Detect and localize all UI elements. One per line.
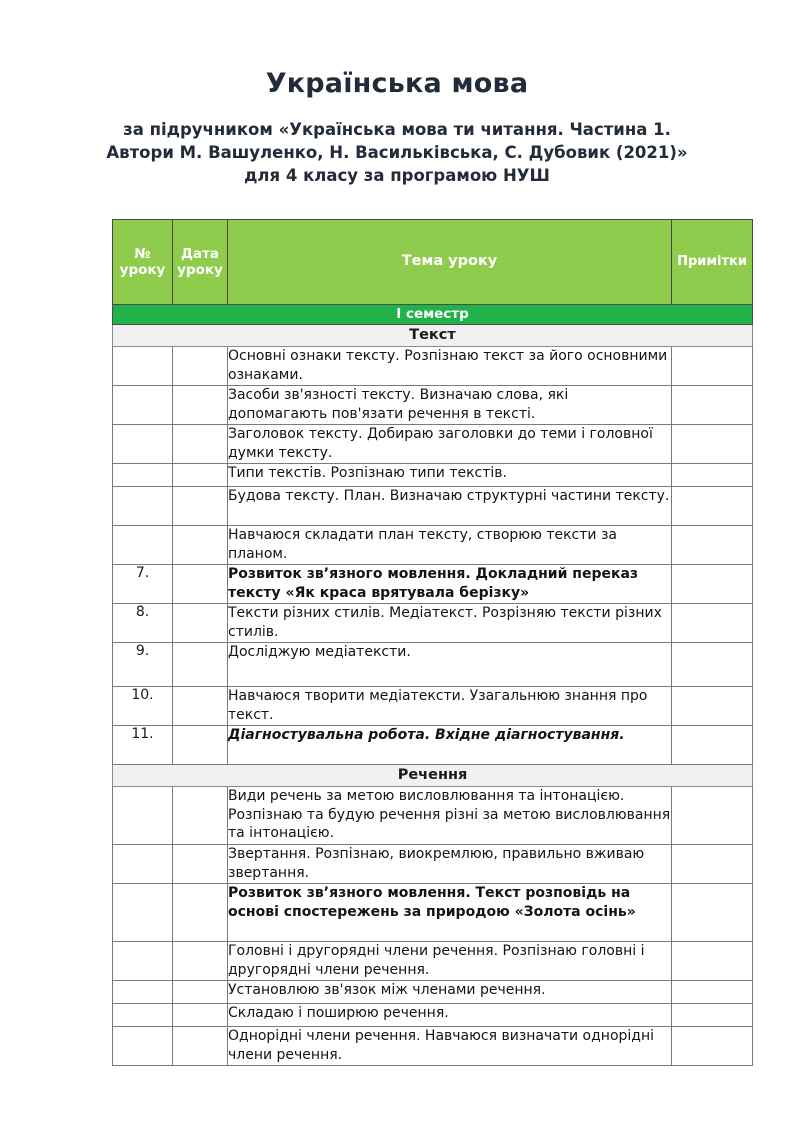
cell-lesson-date[interactable] — [173, 565, 228, 604]
cell-notes[interactable] — [672, 787, 753, 845]
cell-notes[interactable] — [672, 726, 753, 765]
cell-lesson-number[interactable] — [113, 942, 173, 981]
cell-lesson-date[interactable] — [173, 1027, 228, 1066]
cell-lesson-number[interactable] — [113, 526, 173, 565]
cell-lesson-topic[interactable]: Головні і другорядні члени речення. Розпізнаю головні і другорядні члени речення. — [228, 942, 672, 981]
cell-lesson-number[interactable]: 10. — [113, 687, 173, 726]
cell-lesson-number[interactable] — [113, 1027, 173, 1066]
cell-lesson-number[interactable] — [113, 347, 173, 386]
cell-notes[interactable] — [672, 526, 753, 565]
cell-lesson-date[interactable] — [173, 386, 228, 425]
cell-lesson-topic[interactable]: Заголовок тексту. Добираю заголовки до теми і головної думки тексту. — [228, 425, 672, 464]
table-row — [113, 425, 753, 464]
table-row — [113, 487, 753, 526]
table-row — [113, 726, 753, 765]
table-row — [113, 565, 753, 604]
cell-lesson-number[interactable] — [113, 464, 173, 487]
cell-lesson-date[interactable] — [173, 1004, 228, 1027]
lesson-plan-table — [112, 219, 753, 1066]
cell-lesson-number[interactable] — [113, 884, 173, 942]
cell-lesson-date[interactable] — [173, 464, 228, 487]
table-row — [113, 942, 753, 981]
section-band-row — [113, 765, 753, 787]
table-row — [113, 981, 753, 1004]
cell-lesson-topic[interactable]: Однорідні члени речення. Навчаюся визначати однорідні члени речення. — [228, 1027, 672, 1066]
cell-lesson-number[interactable] — [113, 386, 173, 425]
cell-lesson-number[interactable] — [113, 487, 173, 526]
table-row — [113, 604, 753, 643]
cell-lesson-topic[interactable]: Навчаюся творити медіатексти. Узагальнюю знання про текст. — [228, 687, 672, 726]
cell-lesson-number[interactable] — [113, 425, 173, 464]
cell-lesson-topic[interactable]: Розвиток зв’язного мовлення. Докладний переказ тексту «Як краса врятувала берізку» — [228, 565, 672, 604]
cell-lesson-number[interactable] — [113, 981, 173, 1004]
section-label: Текст — [113, 325, 753, 347]
cell-lesson-date[interactable] — [173, 687, 228, 726]
cell-lesson-topic[interactable]: Навчаюся складати план тексту, створюю тексти за планом. — [228, 526, 672, 565]
cell-lesson-date[interactable] — [173, 347, 228, 386]
cell-lesson-date[interactable] — [173, 942, 228, 981]
cell-notes[interactable] — [672, 942, 753, 981]
cell-lesson-number[interactable]: 8. — [113, 604, 173, 643]
cell-lesson-date[interactable] — [173, 604, 228, 643]
cell-lesson-number[interactable] — [113, 845, 173, 884]
table-header-row — [113, 220, 753, 305]
table-row — [113, 1027, 753, 1066]
cell-lesson-date[interactable] — [173, 884, 228, 942]
document-subtitle: за підручником «Українська мова ти читання. Частина 1. Автори М. Вашуленко, Н. Васильківська, С. Дубовик (2021)» для 4 класу за програмою НУШ — [106, 120, 688, 185]
table-row — [113, 464, 753, 487]
cell-notes[interactable] — [672, 981, 753, 1004]
cell-lesson-topic[interactable]: Види речень за метою висловлювання та інтонацією. Розпізнаю та будую речення різні за метою висловлювання та інтонацією. — [228, 787, 672, 845]
cell-lesson-topic[interactable]: Звертання. Розпізнаю, виокремлюю, правильно вживаю звертання. — [228, 845, 672, 884]
cell-lesson-topic[interactable]: Розвиток зв’язного мовлення. Текст розповідь на основі спостережень за природою «Золота осінь» — [228, 884, 672, 942]
cell-notes[interactable] — [672, 464, 753, 487]
cell-lesson-topic[interactable]: Тексти різних стилів. Медіатекст. Розрізняю тексти різних стилів. — [228, 604, 672, 643]
cell-lesson-topic[interactable]: Будова тексту. План. Визначаю структурні частини тексту. — [228, 487, 672, 526]
section-label: Речення — [113, 765, 753, 787]
cell-lesson-date[interactable] — [173, 487, 228, 526]
cell-notes[interactable] — [672, 643, 753, 687]
column-header-notes: Примітки — [672, 220, 753, 305]
cell-notes[interactable] — [672, 1027, 753, 1066]
cell-notes[interactable] — [672, 347, 753, 386]
cell-notes[interactable] — [672, 386, 753, 425]
cell-lesson-date[interactable] — [173, 643, 228, 687]
cell-lesson-number[interactable]: 11. — [113, 726, 173, 765]
cell-lesson-topic[interactable]: Типи текстів. Розпізнаю типи текстів. — [228, 464, 672, 487]
table-row — [113, 1004, 753, 1027]
table-body — [113, 305, 753, 1066]
table-row — [113, 884, 753, 942]
cell-lesson-topic[interactable]: Основні ознаки тексту. Розпізнаю текст за його основними ознаками. — [228, 347, 672, 386]
cell-notes[interactable] — [672, 845, 753, 884]
column-header-lesson-topic: Тема уроку — [228, 220, 672, 305]
page-title: Українська мова — [265, 68, 529, 99]
cell-notes[interactable] — [672, 604, 753, 643]
cell-lesson-topic[interactable]: Діагностувальна робота. Вхідне діагностування. — [228, 726, 672, 765]
cell-notes[interactable] — [672, 425, 753, 464]
cell-lesson-number[interactable]: 7. — [113, 565, 173, 604]
cell-lesson-topic[interactable]: Складаю і поширюю речення. — [228, 1004, 672, 1027]
cell-lesson-date[interactable] — [173, 787, 228, 845]
table-row — [113, 787, 753, 845]
table-row — [113, 386, 753, 425]
cell-lesson-date[interactable] — [173, 425, 228, 464]
section-band-row — [113, 325, 753, 347]
column-header-lesson-number: № уроку — [113, 220, 173, 305]
cell-lesson-date[interactable] — [173, 526, 228, 565]
cell-notes[interactable] — [672, 884, 753, 942]
table-row — [113, 687, 753, 726]
cell-lesson-number[interactable]: 9. — [113, 643, 173, 687]
cell-lesson-number[interactable] — [113, 787, 173, 845]
cell-lesson-date[interactable] — [173, 981, 228, 1004]
cell-lesson-topic[interactable]: Засоби зв'язності тексту. Визначаю слова, які допомагають пов'язати речення в тексті. — [228, 386, 672, 425]
table-row — [113, 845, 753, 884]
semester-band-row — [113, 305, 753, 325]
cell-notes[interactable] — [672, 565, 753, 604]
cell-lesson-number[interactable] — [113, 1004, 173, 1027]
column-header-lesson-date: Дата уроку — [173, 220, 228, 305]
cell-notes[interactable] — [672, 487, 753, 526]
table-row — [113, 526, 753, 565]
cell-notes[interactable] — [672, 687, 753, 726]
cell-lesson-date[interactable] — [173, 726, 228, 765]
cell-notes[interactable] — [672, 1004, 753, 1027]
cell-lesson-topic[interactable]: Установлюю зв'язок між членами речення. — [228, 981, 672, 1004]
table-row — [113, 347, 753, 386]
semester-label: І семестр — [113, 305, 753, 325]
table-row — [113, 643, 753, 687]
cell-lesson-date[interactable] — [173, 845, 228, 884]
cell-lesson-topic[interactable]: Досліджую медіатексти. — [228, 643, 672, 687]
